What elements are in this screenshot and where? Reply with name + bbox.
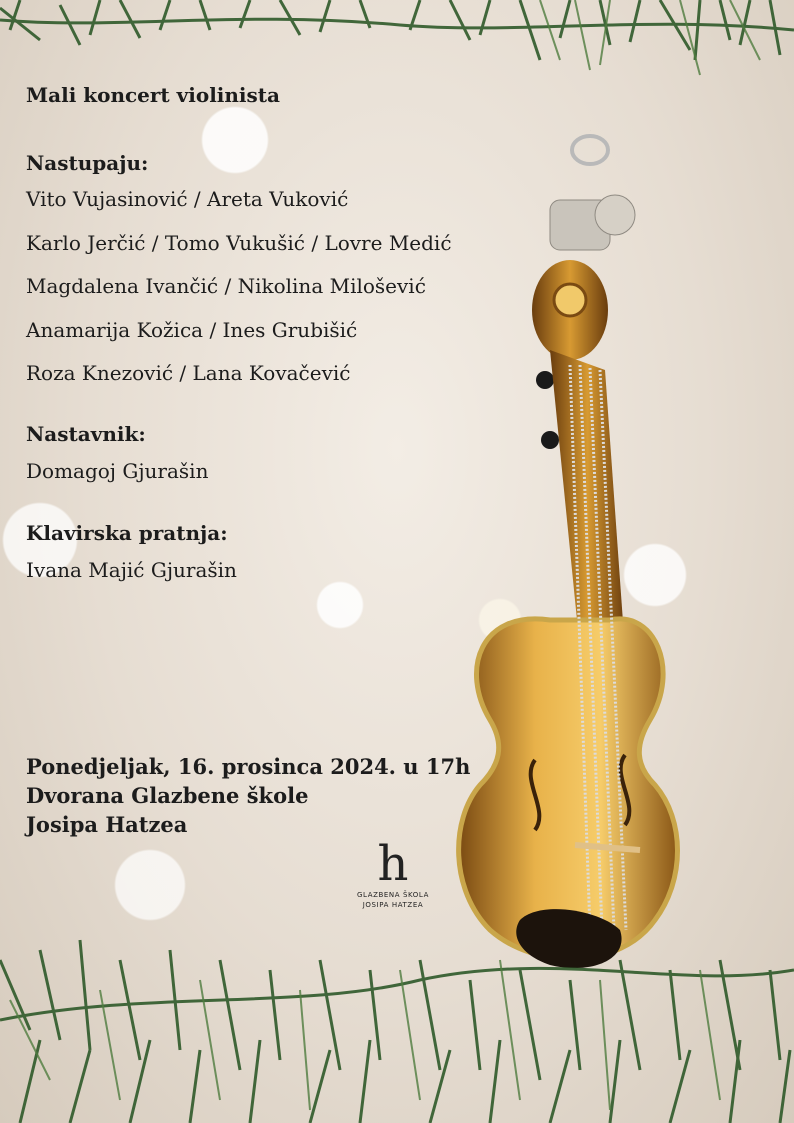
performers-line: Magdalena Ivančić / Nikolina Milošević	[26, 274, 426, 298]
performers-heading: Nastupaju:	[26, 151, 149, 175]
event-date-time: Ponedjeljak, 16. prosinca 2024. u 17h	[26, 754, 471, 779]
event-venue-line2: Josipa Hatzea	[26, 812, 188, 837]
performers-line: Vito Vujasinović / Areta Vuković	[26, 187, 349, 211]
pine-branches-bottom	[0, 900, 794, 1123]
performers-line: Karlo Jerčić / Tomo Vukušić / Lovre Medić	[26, 230, 452, 255]
school-logo-line1: GLAZBENA ŠKOLA	[357, 891, 429, 899]
school-logo	[348, 838, 438, 910]
piano-heading: Klavirska pratnja:	[26, 521, 228, 545]
pine-branches-top	[0, 0, 794, 80]
teacher-heading: Nastavnik:	[26, 421, 146, 446]
school-logo-mark: h	[377, 836, 409, 892]
event-venue-line1: Dvorana Glazbene škole	[26, 783, 309, 808]
performers-line: Roza Knezović / Lana Kovačević	[26, 361, 351, 385]
piano-accompanist-name: Ivana Majić Gjurašin	[26, 558, 237, 582]
concert-title: Mali koncert violinista	[26, 83, 280, 107]
concert-text-block	[26, 80, 496, 600]
event-details	[26, 752, 470, 839]
performers-line: Anamarija Kožica / Ines Grubišić	[26, 317, 358, 342]
school-logo-line2: JOSIPA HATZEA	[362, 901, 424, 909]
teacher-name: Domagoj Gjurašin	[26, 458, 209, 483]
